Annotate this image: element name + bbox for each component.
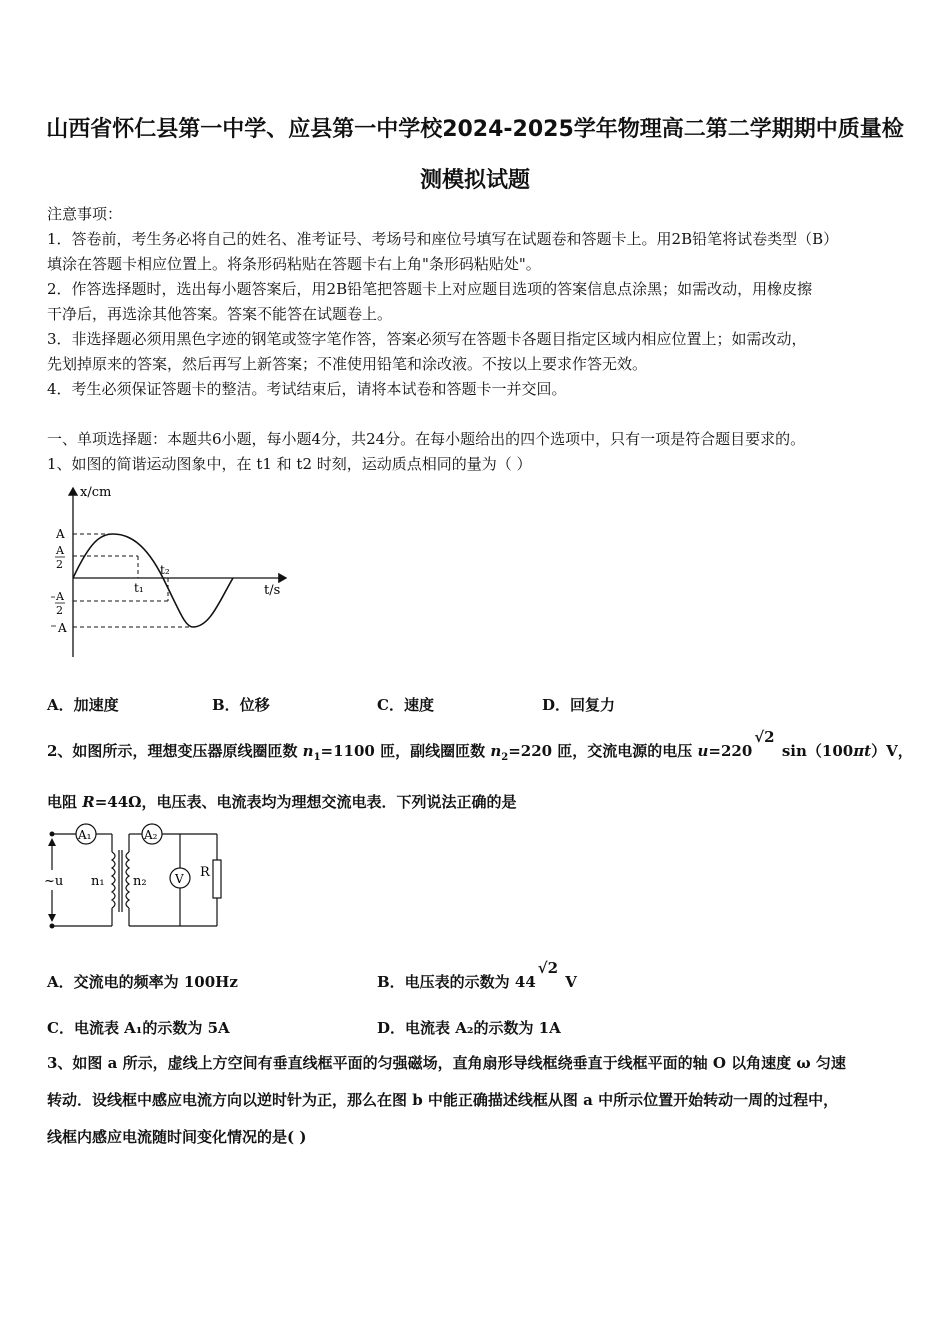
q2-u: u (697, 742, 709, 760)
notice-line-4: 干净后，再选涂其他答案。答案不能答在试题卷上。 (47, 305, 393, 323)
notice-line-3: 2．作答选择题时，选出每小题答案后，用2B铅笔把答题卡上对应题目选项的答案信息点涂黑；如需改动，用橡皮擦 (47, 280, 813, 298)
page-title-line1: 山西省怀仁县第一中学、应县第一中学校2024-2025学年物理高二第二学期期中质量检 (46, 117, 904, 142)
q1-option-c[interactable]: C．速度 (377, 696, 434, 714)
q1-option-d[interactable]: D．回复力 (542, 696, 616, 714)
label-neg-half-A-num: A (56, 590, 64, 603)
label-t2: t₂ (160, 563, 170, 577)
notice-line-7: 4．考生必须保证答题卡的整洁。考试结束后，请将本试卷和答题卡一并交回。 (47, 380, 567, 398)
q2-n1-val: =1100 匝，副线圈匝数 (320, 742, 491, 760)
q2-stem-b: =44Ω，电压表、电流表均为理想交流电表．下列说法正确的是 (94, 793, 517, 811)
q2-option-c[interactable]: C．电流表 A₁的示数为 5A (47, 1019, 230, 1037)
q2-sin: sin（100 (776, 742, 854, 760)
label-t1: t₁ (134, 581, 144, 595)
q2-n2: n (490, 742, 502, 760)
label-neg-half-A-den: 2 (56, 604, 63, 617)
q2-stem-b-prefix: 电阻 (47, 793, 83, 811)
q2-n1-sub: 1 (313, 752, 321, 763)
q2-sqrt: √2 (754, 728, 775, 746)
ammeter-a1-label: A₁ (78, 828, 92, 842)
q2-tail: ）V， (871, 742, 913, 760)
q2-n2-val: =220 匝，交流电源的电压 (508, 742, 698, 760)
q2-option-a[interactable]: A．交流电的频率为 100Hz (47, 973, 238, 991)
section-heading: 一、单项选择题：本题共6小题，每小题4分，共24分。在每小题给出的四个选项中，只有一项是符合题目要求的。 (47, 430, 806, 448)
resistor-label: R (200, 865, 210, 880)
coil-n2-label: n₂ (133, 874, 147, 889)
notice-line-6: 先划掉原来的答案，然后再写上新答案；不准使用铅笔和涂改液。不按以上要求作答无效。 (47, 355, 648, 373)
sine-curve (73, 534, 233, 627)
coil-n1-label: n₁ (91, 874, 105, 889)
notice-line-1: 1．答卷前，考生务必将自己的姓名、准考证号、考场号和座位号填写在试题卷和答题卡上。用2B铅笔将试卷类型（B） (47, 230, 839, 248)
q2-stem-line1 (47, 728, 913, 763)
q2-transformer-circuit (42, 820, 232, 935)
label-A: A (56, 527, 65, 541)
ammeter-a2-label: A₂ (144, 828, 158, 842)
y-axis-label: x/cm (80, 485, 112, 500)
q3-stem-line3: 线框内感应电流随时间变化情况的是( ) (47, 1128, 307, 1146)
q2-option-b-pre: B．电压表的示数为 44 (377, 973, 536, 991)
q2-n2-sub: 2 (501, 752, 509, 763)
notice-line-5: 3．非选择题必须用黑色字迹的钢笔或签字笔作答，答案必须写在答题卡各题目指定区域内相应位置上；如需改动， (47, 330, 807, 348)
notice-heading: 注意事项： (47, 205, 123, 223)
q2-stem-part: 2、如图所示，理想变压器原线圈匝数 (47, 742, 303, 760)
q3-stem-line2: 转动．设线框中感应电流方向以逆时针为正，那么在图 b 中能正确描述线框从图 a 中所示位置开始转动一周的过程中， (47, 1091, 839, 1109)
voltmeter-label: V (175, 872, 184, 886)
q2-option-b-post: V (560, 973, 577, 991)
label-half-A-num: A (56, 544, 64, 557)
q2-R: R (82, 793, 95, 811)
notice-line-2: 填涂在答题卡相应位置上。将条形码粘贴在答题卡右上角"条形码粘贴处"。 (47, 255, 541, 273)
q2-option-b[interactable] (377, 959, 577, 992)
q1-option-b[interactable]: B．位移 (212, 696, 270, 714)
page-title-line2: 测模拟试题 (419, 168, 530, 193)
q3-stem-line1: 3、如图 a 所示，虚线上方空间有垂直线框平面的匀强磁场，直角扇形导线框绕垂直于线框平面的轴 O 以角速度 ω 匀速 (47, 1054, 846, 1072)
q1-shm-graph (50, 482, 300, 662)
source-label: ~u (44, 874, 64, 889)
label-neg-A: A (58, 621, 67, 635)
q2-option-b-sqrt: √2 (537, 959, 559, 977)
q2-pit: πt (853, 742, 872, 760)
q2-n1: n (302, 742, 314, 760)
q2-stem-line2 (47, 791, 517, 812)
label-half-A-den: 2 (56, 558, 63, 571)
q1-stem: 1、如图的简谐运动图象中，在 t1 和 t2 时刻，运动质点相同的量为（ ） (47, 455, 532, 473)
q1-option-a[interactable]: A．加速度 (47, 696, 119, 714)
q2-u-val: =220 (708, 742, 753, 760)
x-axis-label: t/s (264, 583, 281, 598)
q2-option-d[interactable]: D．电流表 A₂的示数为 1A (377, 1019, 561, 1037)
